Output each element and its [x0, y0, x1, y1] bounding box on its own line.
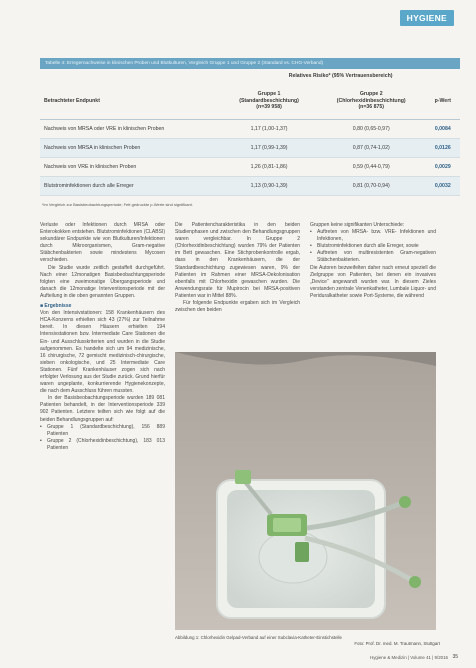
figure-caption: Abbildung 1: Chlorhexidin Gelpad-Verband auf einer Subclavia-Katheter-Einstichstelle Foto: Prof. Dr. med. M. Trautmann, Stuttgart [175, 635, 440, 646]
list-item: • Gruppe 2 (Chlorhexidinbeschichtung), 183 013 Patienten [40, 438, 165, 452]
paragraph: Verluste oder Infektionen durch MRSA oder Enterokokken entstehen. Blutstrominfektionen (CLABSI) sekundärer Endpunkte wie von Blutkulturen/Infektionen durch Mikroorganismen, Gram-negative Stäbchenbakterien sowie mindestens Mycosen verschieden. [40, 222, 165, 264]
list-item: • Gruppe 1 (Standardbeschichtung), 156 889 Patienten [40, 424, 165, 438]
text-column-2 [175, 222, 300, 314]
heading-marker: ■ [40, 303, 45, 310]
table-row: Nachweis von MRSA oder VRE in klinischen Proben 1,17 (1,00-1,37) 0,80 (0,65-0,97) 0,0084 [40, 119, 460, 138]
page-number: 35 [452, 654, 458, 660]
table-footnote: *im Vergleich zur Basisbeobachtungsperiode; Fett gedruckte p-Werte sind signifikant. [42, 201, 193, 207]
table-row: Nachweis von VRE in klinischen Proben 1,26 (0,81-1,86) 0,59 (0,44-0,79) 0,0029 [40, 157, 460, 176]
paragraph: Die Autoren bezweifelten daher nach erneut speziell die Zielgruppe von Patienten, bei denen ein invasives „Device“ angewandt wurden war. In diesem Zieles verstanden zentrale Venenkatheter, Lumbale Liquor- und Periduralkatheter sowie Port-Systeme, die während [310, 264, 436, 299]
table-header-row-1 [40, 69, 460, 83]
paragraph: Die Studie wurde zeitlich gestaffelt durchgeführt. Nach einer 12monatigen Basisbeobachtungsperiode folgten eine zweimonatige Übergangsperiode und danach die 12monatige Interventionsperiode mit der Aufteilung in die oben genannten Gruppen. [40, 264, 165, 299]
relative-risk-header: Relatives Risiko* (95% Vertrauensbereich) [288, 73, 393, 79]
list-item: • Auftreten von MRSA- bzw. VRE- Infektionen und Infektionen, [310, 229, 436, 243]
results-table [40, 69, 460, 196]
table-header-row-2 [40, 83, 460, 119]
table-caption: Tabelle 4: Erregernachweise in klinischen Proben und Blutkulturen, Vergleich Gruppe 1 und Gruppe 2 (Standard vs. CHG-Verband) [40, 58, 460, 69]
paragraph: Für folgende Endpunkte ergaben sich im Vergleich zwischen den beiden [175, 300, 300, 314]
results-table-box [40, 58, 460, 207]
table-row: Blutstrominfektionen durch alle Erreger 1,13 (0,90-1,39) 0,81 (0,70-0,94) 0,0032 [40, 176, 460, 195]
endpoint-column-header: Betrachteter Endpunkt [40, 83, 221, 119]
endpoint-list [310, 229, 436, 264]
paragraph: Die Patientencharakteristika in den beiden Studienphasen und zwischen den Behandlungsgruppen waren vergleichbar. In Gruppe 2 (Chlorhexidinbeschichtung) wurden 79% der Patienten im Bett gewaschen. Eine Stichprobenkontrolle ergab, dass in den Krankenhäusern, die der Standardbeschichtung zugewiesen waren, 9% der Patienten im Rahmen einer MRSA-Dekolonisation ebenfalls mit Chlorhexidin gewaschen wurden. Die Anwendungsrate für Mupirocin bei MRSA-positiven Patienten war in Mittel 88%. [175, 222, 300, 299]
paragraph: In der Basisbeobachtungsperiode wurden 189 081 Patienten behandelt, in der Interventionsperiode 339 902 Patienten. Letztere teilten sich wie folgt auf die beiden Behandlungsgruppen auf: [40, 395, 165, 423]
photo-credit: Foto: Prof. Dr. med. M. Trautmann, Stuttgart [354, 641, 440, 646]
group1-column-header: Gruppe 1 (Standardbeschichtung) (n=39 958) [221, 83, 317, 119]
catheter-photo [175, 352, 436, 630]
text-column-3 [310, 222, 436, 300]
footer-journal-info: Hygiene & Medizin | Volume 41 | 9/2016 [370, 655, 448, 660]
catheter-dressing-illustration [175, 352, 436, 630]
list-item: • Blutstrominfektionen durch alle Erreger, sowie [310, 243, 436, 250]
list-item: • Auftreten von multiresistenten Gram-negativen Stäbchenbakterien. [310, 250, 436, 264]
section-heading-results: ■ Ergebnisse [40, 303, 72, 310]
group-list [40, 424, 165, 452]
paragraph: Gruppen keine signifikanten Unterschiede: [310, 222, 405, 228]
group2-column-header: Gruppe 2 (Chlorhexidinbeschichtung) (n=36 875) [317, 83, 426, 119]
paragraph: Von den Intensivstationen: 158 Krankenhäusern des HCA-Konzerns erhielten sich 43 (27%) zur Teilnahme bereit. In diesen Häusern erhielten 194 Intensivstationen bzw. Intermediate Care Stationen die Ein- und Ausschlusskriterien und wurden in die Studie aufgenommen. Es handelte sich um 94 medizinische, 16 chirurgische, 72 gemischt medizinisch-chirurgische, sieben onkologische, und 25 Intermediate Care Stationen. Fünf Krankenhäuser zogen sich nach erfolgter Verlosung aus der Studie zurück. Grund hierfür waren ungeplante, konkurrierende Hygienekonzepte, die nach dem Ausschluss führen mussten. [40, 310, 165, 395]
journal-logo: HYGIENE [400, 10, 454, 26]
p-value-column-header: p-Wert [426, 83, 460, 119]
text-column-1 [40, 222, 165, 452]
table-row: Nachweis von MRSA in klinischen Proben 1,17 (0,99-1,39) 0,87 (0,74-1,02) 0,0126 [40, 138, 460, 157]
